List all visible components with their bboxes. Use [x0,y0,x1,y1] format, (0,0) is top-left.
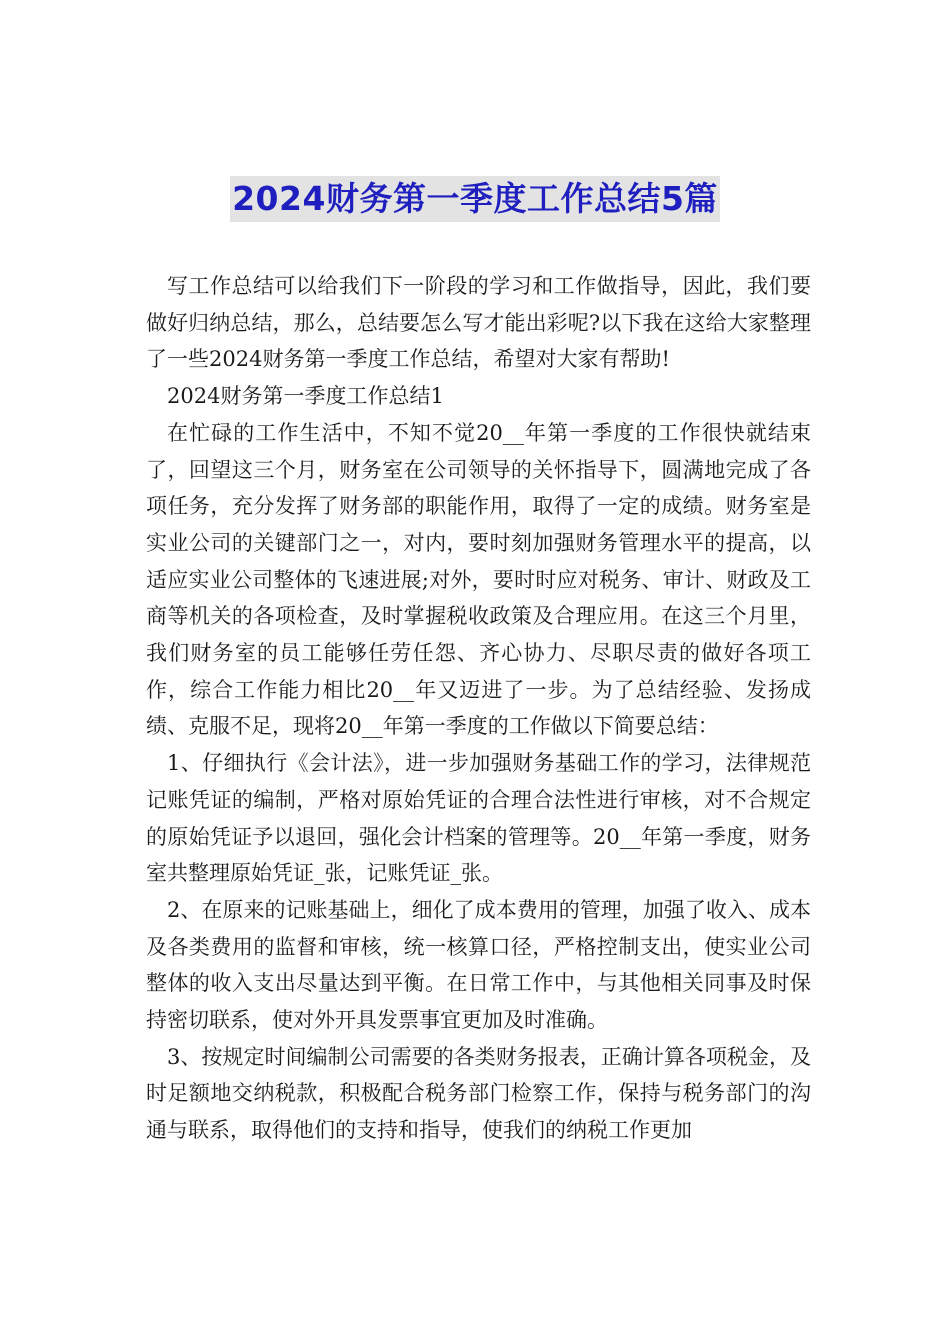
intro-paragraph: 写工作总结可以给我们下一阶段的学习和工作做指导，因此，我们要做好归纳总结，那么，总结要怎么写才能出彩呢?以下我在这给大家整理了一些2024财务第一季度工作总结，希望对大家有帮助! [146,274,811,372]
body-paragraph: 在忙碌的工作生活中，不知不觉20__年第一季度的工作很快就结束了，回望这三个月，财务室在公司领导的关怀指导下，圆满地完成了各项任务，充分发挥了财务部的职能作用，取得了一定的成绩。财务室是实业公司的关键部门之一，对内，要时刻加强财务管理水平的提高，以适应实业公司整体的飞速进展;对外，要时时应对税务、审计、财政及工商等机关的各项检查，及时掌握税收政策及合理应用。在这三个月里，我们财务室的员工能够任劳任怨、齐心协力、尽职尽责的做好各项工作，综合工作能力相比20__年又迈进了一步。为了总结经验、发扬成绩、克服不足，现将20__年第一季度的工作做以下简要总结： [146,420,811,739]
list-item-1: 1、仔细执行《会计法》，进一步加强财务基础工作的学习，法律规范记账凭证的编制，严格对原始凭证的合理合法性进行审核，对不合规定的原始凭证予以退回，强化会计档案的管理等。20__年第一季度，财务室共整理原始凭证_张，记账凭证_张。 [146,751,811,886]
list-item-3: 3、按规定时间编制公司需要的各类财务报表，正确计算各项税金，及时足额地交纳税款，积极配合税务部门检察工作，保持与税务部门的沟通与联系，取得他们的支持和指导，使我们的纳税工作更加 [146,1044,811,1143]
list-item-2: 2、在原来的记账基础上，细化了成本费用的管理，加强了收入、成本及各类费用的监督和审核，统一核算口径，严格控制支出，使实业公司整体的收入支出尽量达到平衡。在日常工作中，与其他相关同事及时保持密切联系，使对外开具发票事宜更加及时准确。 [146,897,811,1033]
document-title: 2024财务第一季度工作总结5篇 [230,176,720,222]
title-container [0,176,950,222]
document-body [146,268,811,1149]
section-heading: 2024财务第一季度工作总结1 [167,384,444,409]
